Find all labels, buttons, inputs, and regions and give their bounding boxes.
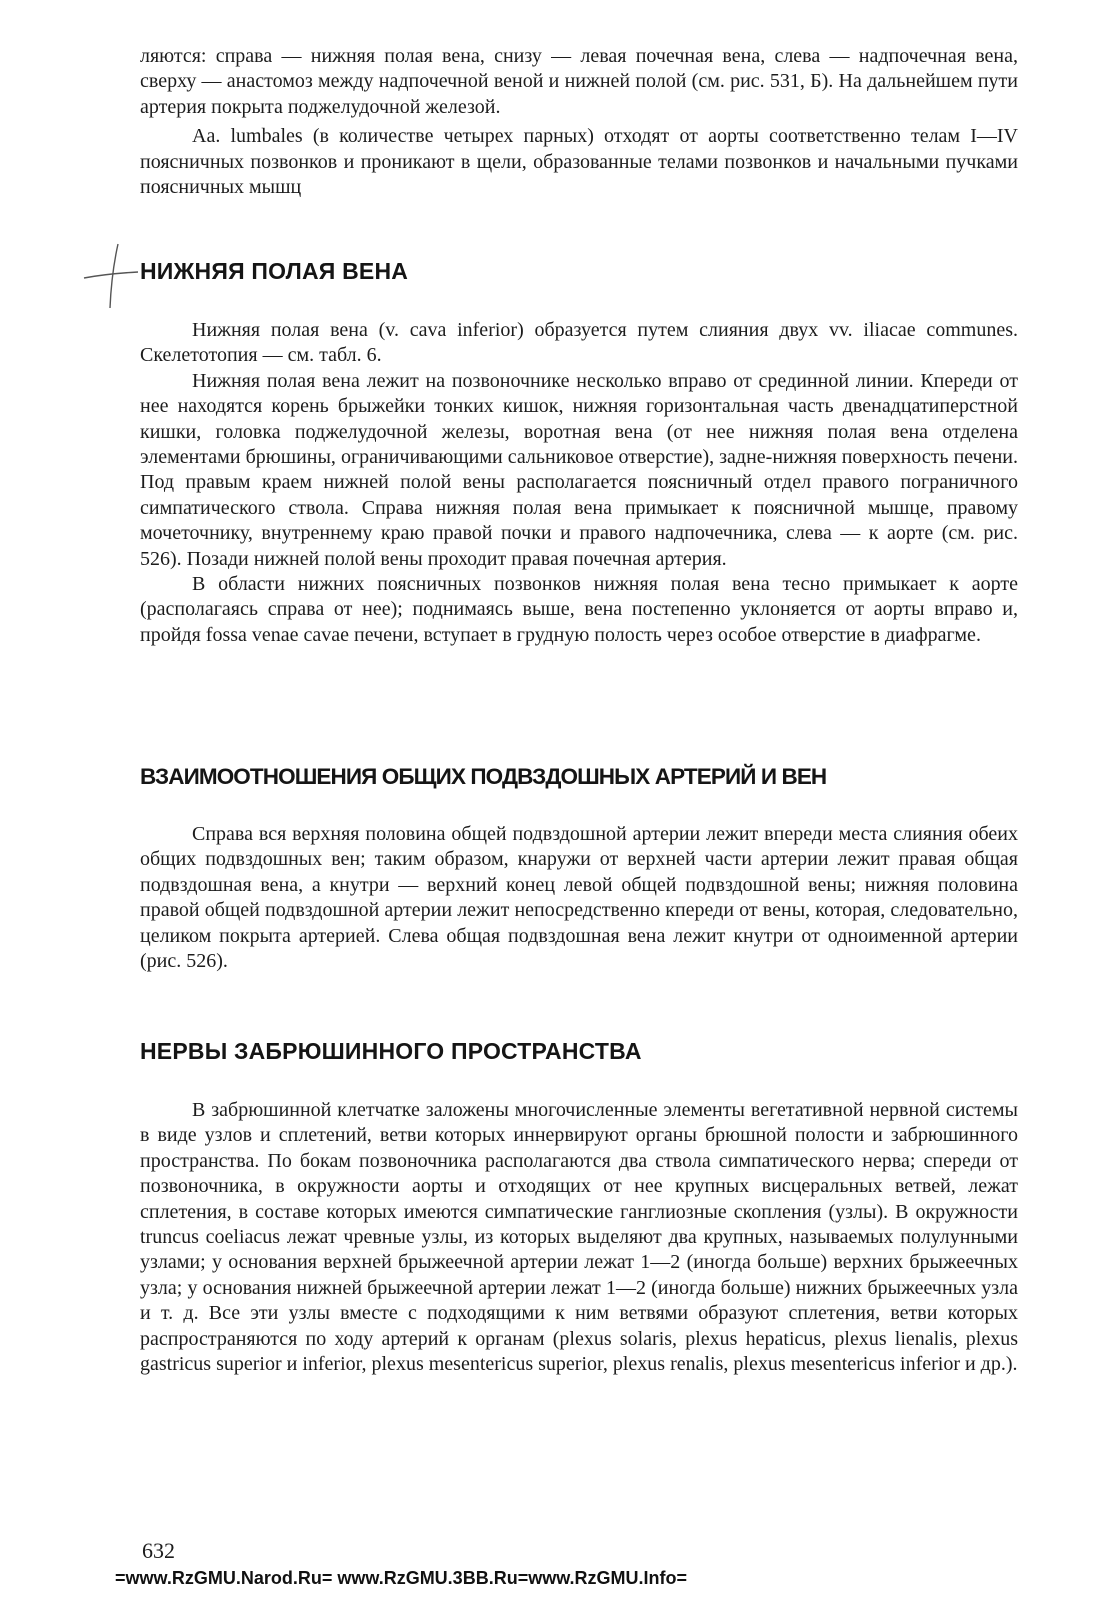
vena-cava-paragraph-3: В области нижних поясничных позвонков нижняя полая вена тесно примыкает к аорте (располагаясь справа от нее); поднимаясь выше, вена постепенно уклоняется от аорты вправо и, пройдя fossa venae cavae печени, вступает в грудную полость через особое отверстие в диафрагме. <box>140 573 1018 646</box>
section-nerves <box>140 1038 1018 1065</box>
intro-block <box>140 44 1018 200</box>
section-heading-nerves: НЕРВЫ ЗАБРЮШИННОГО ПРОСТРАНСТВА <box>140 1038 642 1064</box>
nerves-paragraph-1: В забрюшинной клетчатке заложены многочисленные элементы вегетативной нервной системы в виде узлов и сплетений, ветви которых иннервируют органы брюшной полости и забрюшинного пространства. По бокам позвоночника располагаются два ствола симпатического нерва; спереди от позвоночника, в окружности аорты и отходящих от нее крупных висцеральных ветвей, лежат сплетения, в составе которых имеются симпатические ганглиозные скопления (узлы). В окружности truncus coeliacus лежат чревные узлы, из которых выделяют два крупных, называемых полулунными узлами; у основания верхней брыжеечной артерии лежат 1—2 (иногда больше) верхних брыжеечных узла; у основания нижней брыжеечной артерии лежат 1—2 (иногда больше) нижних брыжеечных узла и т. д. Все эти узлы вместе с подходящими к ним ветвями образуют сплетения, ветви которых распространяются по ходу артерий к органам (plexus solaris, plexus hepaticus, plexus lienalis, plexus gastricus superior и inferior, plexus mesentericus superior, plexus renalis, plexus mesentericus inferior и др.). <box>140 1099 1018 1376</box>
section-iliac-body <box>140 822 1018 974</box>
section-nerves-body <box>140 1098 1018 1377</box>
page-number: 632 <box>142 1538 175 1563</box>
section-vena-cava <box>140 258 1018 285</box>
intro-paragraph-1: ляются: справа — нижняя полая вена, снизу — левая почечная вена, слева — надпочечная вена, сверху — анастомоз между надпочечной веной и нижней полой (см. рис. 531, Б). На дальнейшем пути артерия покрыта поджелудочной железой. <box>140 45 1018 118</box>
section-vena-cava-body <box>140 318 1018 648</box>
section-heading-iliac: ВЗАИМООТНОШЕНИЯ ОБЩИХ ПОДВЗДОШНЫХ АРТЕРИЙ И ВЕН <box>140 764 827 789</box>
section-iliac <box>140 764 1018 790</box>
footer-watermark-links: =www.RzGMU.Narod.Ru= www.RzGMU.3BB.Ru=www.RzGMU.Info= <box>115 1568 688 1588</box>
vena-cava-paragraph-2: Нижняя полая вена лежит на позвоночнике несколько вправо от срединной линии. Кпереди от нее находятся корень брыжейки тонких кишок, нижняя горизонтальная часть двенадцатиперстной кишки, головка поджелудочной железы, воротная вена (от нее нижняя полая вена отделена элементами брюшины, ограничивающими сальниковое отверстие), задне-нижняя поверхность печени. Под правым краем нижней полой вены располагается поясничный отдел правого пограничного симпатического ствола. Справа нижняя полая вена примыкает к поясничной мышце, правому мочеточнику, внутреннему краю правой почки и правого надпочечника, слева — к аорте (см. рис. 526). Позади нижней полой вены проходит правая почечная артерия. <box>140 369 1018 570</box>
section-heading-vena-cava: НИЖНЯЯ ПОЛАЯ ВЕНА <box>140 258 409 284</box>
handwritten-cross-mark <box>80 240 140 310</box>
vena-cava-paragraph-1: Нижняя полая вена (v. cava inferior) образуется путем слияния двух vv. iliacae communes. Скелетотопия — см. табл. 6. <box>140 319 1018 367</box>
intro-paragraph-2: Aa. lumbales (в количестве четырех парных) отходят от аорты соответственно телам I—IV поясничных позвонков и проникают в щели, образованные телами позвонков и начальными пучками поясничных мышц <box>140 125 1018 199</box>
iliac-paragraph-1: Справа вся верхняя половина общей подвздошной артерии лежит впереди места слияния обеих общих подвздошных вен; таким образом, кнаружи от верхней части артерии лежит правая общая подвздошная вена, а кнутри — верхний конец левой общей подвздошной вены; нижняя половина правой общей подвздошной артерии лежит непосредственно кпереди от вены, которая, следовательно, целиком покрыта артерией. Слева общая подвздошная вена лежит кнутри от одноименной артерии (рис. 526). <box>140 823 1018 973</box>
